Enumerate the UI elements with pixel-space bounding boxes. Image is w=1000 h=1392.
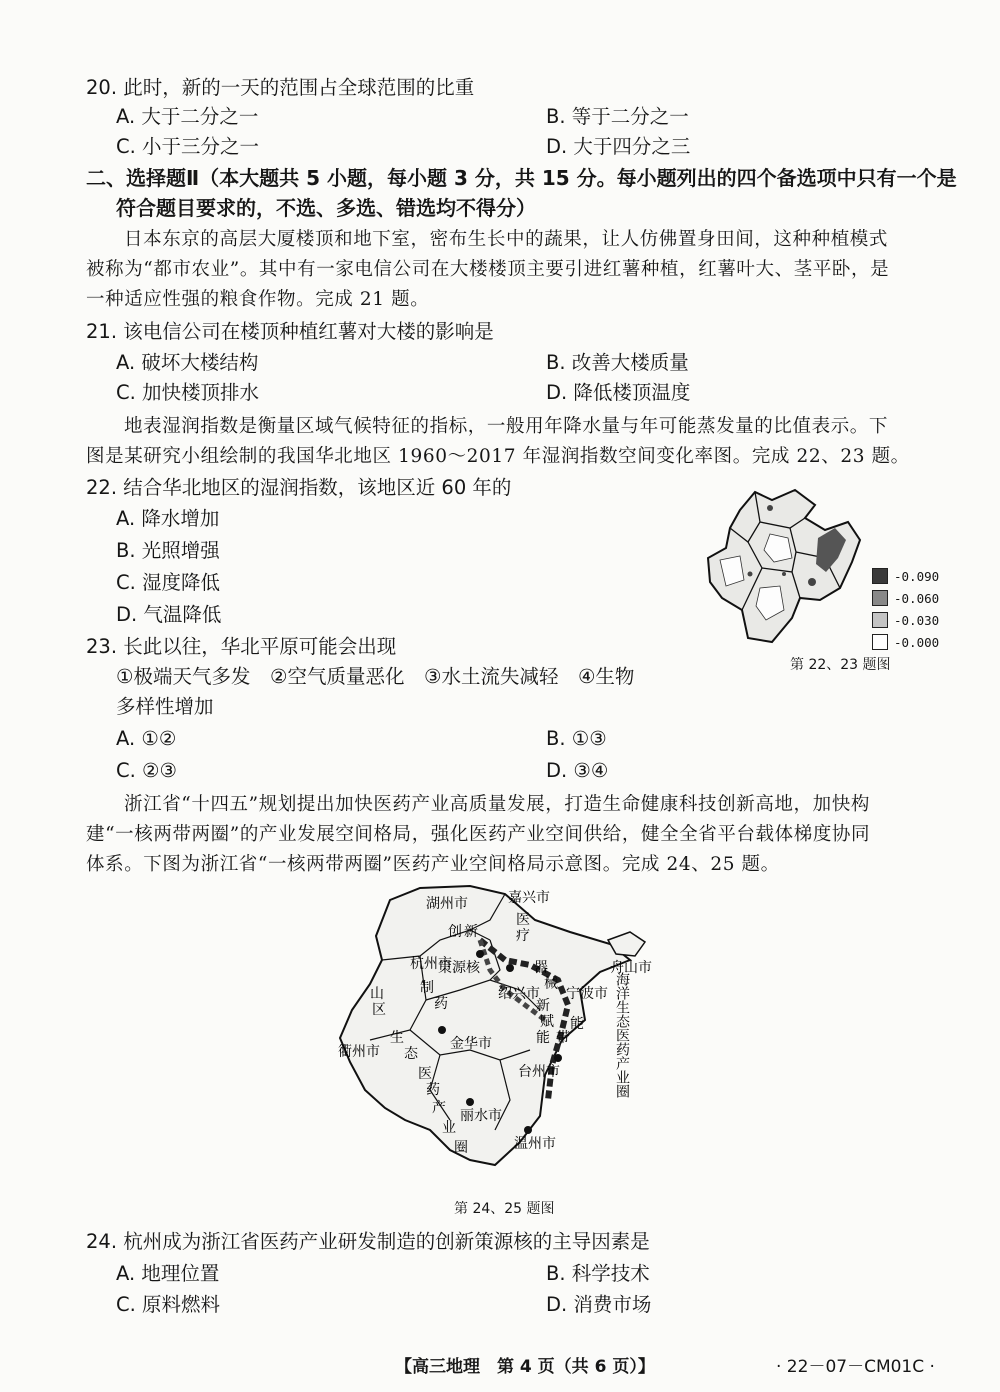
map1-legend: [872, 565, 939, 653]
q21-option-d: D. 降低楼顶温度: [546, 381, 691, 404]
section-heading-line2: 符合题目要求的，不选、多选、错选均不得分）: [116, 196, 536, 220]
legend-row: [872, 631, 939, 653]
q20-option-d: D. 大于四分之三: [546, 135, 691, 158]
passage1-line3: 一种适应性强的粮食作物。完成 21 题。: [86, 289, 430, 310]
q20-stem: 20. 此时，新的一天的范围占全球范围的比重: [86, 76, 475, 99]
lishui-dot: [466, 1098, 474, 1106]
map-label-haiyang: 海洋生态医药产业圈: [614, 972, 630, 1098]
q21-option-a: A. 破坏大楼结构: [116, 351, 259, 374]
map-label-qi: 器: [534, 960, 548, 976]
q24-option-a: A. 地理位置: [116, 1262, 220, 1285]
map-label-fu: 赋: [540, 1014, 554, 1030]
q23-statements-line1: ①极端天气多发 ②空气质量恶化 ③水土流失减轻 ④生物: [116, 665, 635, 688]
map-label-xie: 械: [544, 976, 558, 992]
city-label-quzhou: 衢州市: [338, 1044, 380, 1060]
q20-option-b: B. 等于二分之一: [546, 105, 689, 128]
q24-option-d: D. 消费市场: [546, 1293, 652, 1316]
map-label-dai: 带: [556, 1030, 570, 1046]
city-label-zhoushan: 舟山市: [610, 960, 652, 976]
q24-option-c: C. 原料燃料: [116, 1293, 221, 1316]
map-label-yi: 医: [516, 912, 530, 928]
legend-swatch: [872, 634, 888, 650]
q20-option-a: A. 大于二分之一: [116, 105, 259, 128]
city-label-huzhou: 湖州市: [426, 896, 468, 912]
legend-swatch: [872, 568, 888, 584]
map-label-neng: 能: [536, 1030, 550, 1046]
shaoxing-dot: [506, 964, 514, 972]
map-label-ye: 业: [442, 1120, 456, 1136]
map-label-yi2: 医: [418, 1066, 432, 1082]
paper-code: · 22－07－CM01C ·: [776, 1357, 935, 1377]
map-label-ce: 策源核: [438, 960, 480, 976]
map-label-chan: 产: [432, 1100, 446, 1116]
map-dark-spot-3: [748, 572, 753, 577]
city-label-lishui: 丽水市: [460, 1108, 502, 1124]
q21-stem: 21. 该电信公司在楼顶种植红薯对大楼的影响是: [86, 320, 494, 343]
passage3-line3: 体系。下图为浙江省“一核两带两圈”医药产业空间格局示意图。完成 24、25 题。: [86, 854, 780, 875]
north-china-humidity-map: [700, 470, 880, 650]
q23-statements-line2: 多样性增加: [116, 695, 214, 718]
legend-row: [872, 565, 939, 587]
legend-swatch: [872, 590, 888, 606]
map-label-zhi: 制: [420, 980, 434, 996]
map-label-chuang: 创: [448, 924, 462, 940]
passage3-line2: 建“一核两带两圈”的产业发展空间格局，强化医药产业空间供给，健全全省平台载体梯度协同: [86, 824, 871, 845]
map-label-xin2: 新: [536, 998, 550, 1014]
section-heading-line1: 二、选择题Ⅱ（本大题共 5 小题，每小题 3 分，共 15 分。每小题列出的四个备选项中只有一个是: [86, 166, 957, 190]
q21-option-b: B. 改善大楼质量: [546, 351, 689, 374]
legend-row: [872, 587, 939, 609]
legend-label: -0.060: [894, 590, 940, 606]
q22-option-b: B. 光照增强: [116, 539, 220, 562]
q21-option-c: C. 加快楼顶排水: [116, 381, 260, 404]
passage1-line2: 被称为“都市农业”。其中有一家电信公司在大楼楼顶主要引进红薯种植，红薯叶大、茎平卧，是: [86, 259, 890, 280]
q23-option-c: C. ②③: [116, 759, 177, 782]
q24-option-b: B. 科学技术: [546, 1262, 650, 1285]
legend-label: -0.090: [894, 568, 940, 584]
city-label-ningbo: 宁波市: [566, 986, 608, 1002]
map-label-liao: 疗: [516, 928, 530, 944]
map1-caption: 第 22、23 题图: [790, 657, 891, 673]
passage1-line1: 日本东京的高层大厦楼顶和地下室，密布生长中的蔬果，让人仿佛置身田间，这种种植模式: [124, 229, 889, 250]
q22-stem: 22. 结合华北地区的湿润指数，该地区近 60 年的: [86, 476, 512, 499]
hangzhou-dot: [476, 950, 484, 958]
q22-option-d: D. 气温降低: [116, 603, 222, 626]
map-label-xin: 新: [464, 924, 478, 940]
map-dark-spot-2: [808, 578, 816, 586]
legend-label: -0.000: [894, 634, 940, 650]
map-dark-spot-4: [782, 572, 786, 576]
q23-option-b: B. ①③: [546, 727, 607, 750]
map-label-qu: 区: [372, 1002, 386, 1018]
q23-stem: 23. 长此以往，华北平原可能会出现: [86, 635, 397, 658]
passage2-line2: 图是某研究小组绘制的我国华北地区 1960～2017 年湿润指数空间变化率图。完成 22、23 题。: [86, 446, 910, 467]
city-label-hangzhou: 杭州市: [410, 956, 452, 972]
city-label-shaoxing: 绍兴市: [498, 986, 540, 1002]
city-label-taizhou: 台州市: [518, 1064, 560, 1080]
map-label-tai: 态: [404, 1046, 418, 1062]
map2-caption: 第 24、25 题图: [454, 1201, 555, 1217]
passage3-line1: 浙江省“十四五”规划提出加快医药产业高质量发展，打造生命健康科技创新高地，加快构: [124, 794, 870, 815]
map-label-yao: 药: [434, 996, 448, 1012]
map-label-quan: 圈: [454, 1140, 468, 1156]
legend-swatch: [872, 612, 888, 628]
city-label-jiaxing: 嘉兴市: [508, 890, 550, 906]
q24-stem: 24. 杭州成为浙江省医药产业研发制造的创新策源核的主导因素是: [86, 1230, 650, 1253]
legend-label: -0.030: [894, 612, 940, 628]
wenzhou-dot: [524, 1126, 532, 1134]
map-label-sheng: 生: [390, 1030, 404, 1046]
taizhou-dot: [554, 1054, 562, 1062]
jinhua-dot: [438, 1026, 446, 1034]
q22-option-c: C. 湿度降低: [116, 571, 221, 594]
q20-option-c: C. 小于三分之一: [116, 135, 260, 158]
passage2-line1: 地表湿润指数是衡量区域气候特征的指标，一般用年降水量与年可能蒸发量的比值表示。下: [124, 416, 889, 437]
city-label-wenzhou: 温州市: [514, 1136, 556, 1152]
map-label-neng2: 能: [570, 1016, 584, 1032]
zhejiang-pharma-map: [330, 880, 660, 1190]
map-label-shan: 山: [370, 986, 384, 1002]
legend-row: [872, 609, 939, 631]
page-footer: 【高三地理 第 4 页（共 6 页）】: [395, 1357, 655, 1377]
q23-option-a: A. ①②: [116, 727, 177, 750]
map-dark-spot-1: [767, 505, 773, 511]
city-label-jinhua: 金华市: [450, 1036, 492, 1052]
map-label-yao2: 药: [426, 1082, 440, 1098]
q23-option-d: D. ③④: [546, 759, 609, 782]
q22-option-a: A. 降水增加: [116, 507, 220, 530]
